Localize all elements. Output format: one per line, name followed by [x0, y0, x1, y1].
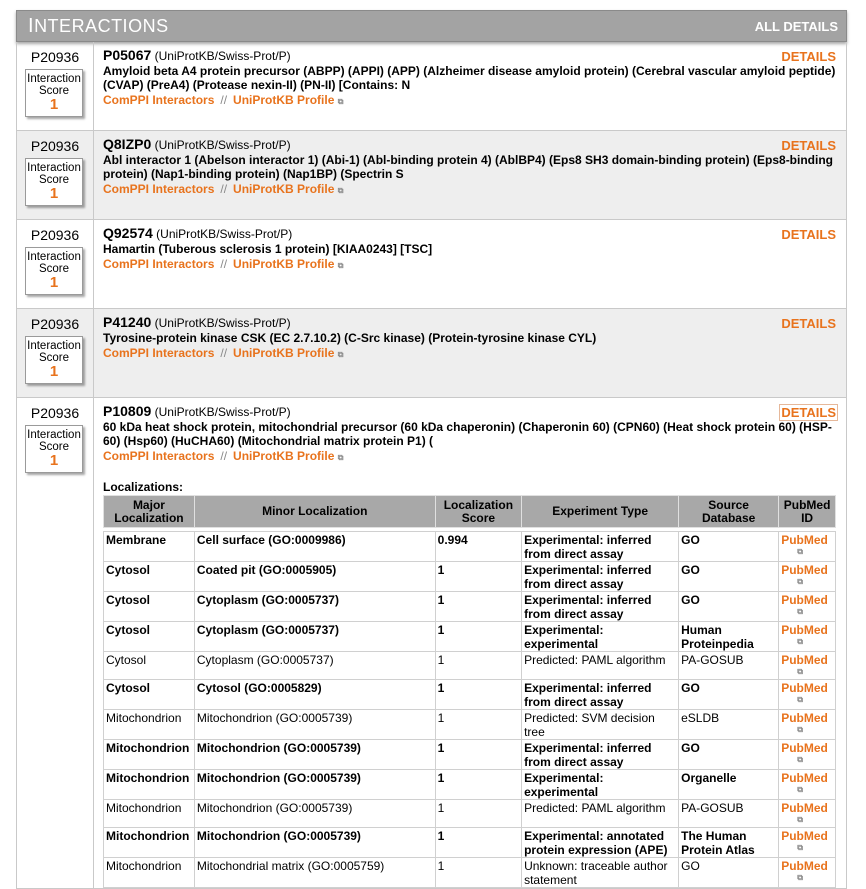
external-link-icon: ⧉ — [797, 843, 803, 852]
cell-pubmed — [779, 652, 836, 680]
pubmed-link[interactable]: PubMed — [781, 859, 828, 873]
cell-minor: Coated pit (GO:0005905) — [194, 562, 435, 592]
cell-database: Human Proteinpedia — [679, 622, 779, 652]
cell-experiment: Experimental: experimental — [522, 770, 679, 800]
protein-database: (UniProtKB/Swiss-Prot/P) — [154, 405, 291, 419]
cell-pubmed — [779, 532, 836, 562]
cell-pubmed — [779, 828, 836, 858]
external-link-icon: ⧉ — [797, 815, 803, 824]
interaction-source-cell — [17, 220, 94, 308]
protein-description: Hamartin (Tuberous sclerosis 1 protein) [KIAA0243] [TSC] — [103, 242, 433, 256]
interaction-detail-cell — [94, 309, 846, 397]
pubmed-link[interactable]: PubMed — [781, 801, 828, 815]
all-details-link[interactable]: ALL DETAILS — [754, 18, 838, 34]
external-link-icon: ⧉ — [797, 667, 803, 676]
cell-database: GO — [679, 858, 779, 888]
table-row — [104, 800, 836, 828]
pubmed-link[interactable]: PubMed — [781, 593, 828, 607]
interaction-detail-cell — [94, 131, 846, 219]
cell-minor: Mitochondrion (GO:0005739) — [194, 740, 435, 770]
cell-major: Mitochondrion — [104, 710, 195, 740]
cell-score: 1 — [435, 562, 521, 592]
pubmed-link[interactable]: PubMed — [781, 711, 828, 725]
interaction-links — [103, 449, 838, 463]
link-separator: // — [220, 93, 228, 107]
source-accession: P20936 — [30, 405, 80, 421]
cell-score: 1 — [435, 652, 521, 680]
pubmed-link[interactable]: PubMed — [781, 829, 828, 843]
cell-experiment: Experimental: annotated protein expression (APE) — [522, 828, 679, 858]
cell-score: 1 — [435, 770, 521, 800]
cell-pubmed — [779, 800, 836, 828]
interaction-score-box — [25, 69, 83, 117]
cell-pubmed — [779, 680, 836, 710]
cell-score: 1 — [435, 622, 521, 652]
interaction-row — [16, 398, 847, 889]
cell-database: eSLDB — [679, 710, 779, 740]
score-label-1: Interaction — [27, 162, 81, 174]
col-major-localization[interactable]: Major Localization — [104, 496, 195, 528]
table-row — [104, 770, 836, 800]
score-label-2: Score — [38, 174, 70, 186]
table-row — [104, 858, 836, 888]
protein-description: Amyloid beta A4 protein precursor (ABPP) (APPI) (APP) (Alzheimer disease amyloid protein) (Cerebral vascular amyloid peptide) (CVAP) (PreA4) (Protease nexin-II) (PN-II) [Contains: N — [103, 64, 836, 92]
interaction-score-box — [25, 336, 83, 384]
interaction-detail-cell — [94, 220, 846, 308]
external-link-icon: ⧉ — [797, 873, 803, 882]
cell-experiment: Experimental: inferred from direct assay — [522, 680, 679, 710]
localizations-table — [103, 495, 836, 888]
uniprot-profile-link[interactable]: UniProtKB Profile — [233, 346, 335, 360]
cell-experiment: Experimental: experimental — [522, 622, 679, 652]
cell-score: 1 — [435, 710, 521, 740]
cell-score: 1 — [435, 680, 521, 710]
pubmed-link[interactable]: PubMed — [781, 771, 828, 785]
cell-experiment: Predicted: PAML algorithm — [522, 652, 679, 680]
cell-pubmed — [779, 710, 836, 740]
cell-major: Mitochondrion — [104, 828, 195, 858]
comppi-interactors-link[interactable]: ComPPI Interactors — [103, 257, 215, 271]
external-link-icon: ⧉ — [797, 547, 803, 556]
cell-pubmed — [779, 740, 836, 770]
protein-description: Abl interactor 1 (Abelson interactor 1) (Abi-1) (Abl-binding protein 4) (AblBP4) (Eps8 SH3 domain-binding protein) (Eps8-binding protein) (Nap1-binding protein) (Nap1BP) (Spectrin S — [103, 153, 834, 181]
protein-accession: Q8IZP0 — [103, 136, 152, 152]
interaction-row — [16, 42, 847, 131]
pubmed-link[interactable]: PubMed — [781, 741, 828, 755]
pubmed-link[interactable]: PubMed — [781, 681, 828, 695]
cell-score: 1 — [435, 828, 521, 858]
details-link[interactable]: DETAILS — [781, 138, 836, 153]
interaction-detail-cell — [94, 42, 846, 130]
col-localization-score[interactable]: Localization Score — [435, 496, 521, 528]
interactions-header — [16, 10, 847, 42]
interaction-row — [16, 131, 847, 220]
cell-experiment: Experimental: inferred from direct assay — [522, 740, 679, 770]
external-link-icon: ⧉ — [797, 637, 803, 646]
cell-pubmed — [779, 858, 836, 888]
protein-accession: P41240 — [103, 314, 152, 330]
cell-major: Cytosol — [104, 680, 195, 710]
cell-database: PA-GOSUB — [679, 652, 779, 680]
external-link-icon: ⧉ — [797, 577, 803, 586]
cell-minor: Cell surface (GO:0009986) — [194, 532, 435, 562]
score-label-1: Interaction — [27, 73, 81, 85]
source-accession: P20936 — [30, 227, 80, 243]
interaction-score-value: 1 — [49, 452, 59, 469]
cell-major: Membrane — [104, 532, 195, 562]
cell-database: GO — [679, 680, 779, 710]
interaction-score-box — [25, 425, 83, 473]
external-link-icon: ⧉ — [797, 607, 803, 616]
col-pubmed-id[interactable]: PubMed ID — [779, 496, 836, 528]
score-label-1: Interaction — [27, 340, 81, 352]
table-row — [104, 652, 836, 680]
cell-major: Cytosol — [104, 622, 195, 652]
protein-accession: Q92574 — [103, 225, 153, 241]
cell-minor: Mitochondrial matrix (GO:0005759) — [194, 858, 435, 888]
external-link-icon: ⧉ — [337, 350, 344, 359]
col-minor-localization[interactable]: Minor Localization — [194, 496, 435, 528]
protein-accession: P05067 — [103, 47, 152, 63]
cell-major: Cytosol — [104, 652, 195, 680]
comppi-interactors-link[interactable]: ComPPI Interactors — [103, 93, 215, 107]
uniprot-profile-link[interactable]: UniProtKB Profile — [233, 449, 335, 463]
interactions-title — [17, 15, 169, 38]
external-link-icon: ⧉ — [797, 785, 803, 794]
protein-database: (UniProtKB/Swiss-Prot/P) — [154, 49, 291, 63]
cell-minor: Cytoplasm (GO:0005737) — [194, 592, 435, 622]
cell-major: Cytosol — [104, 592, 195, 622]
cell-score: 1 — [435, 858, 521, 888]
pubmed-link[interactable]: PubMed — [781, 623, 828, 637]
cell-score: 0.994 — [435, 532, 521, 562]
interaction-source-cell — [17, 398, 94, 888]
external-link-icon: ⧉ — [797, 725, 803, 734]
cell-database: Organelle — [679, 770, 779, 800]
details-link[interactable]: DETAILS — [781, 405, 836, 420]
cell-experiment: Experimental: inferred from direct assay — [522, 532, 679, 562]
source-accession: P20936 — [30, 49, 80, 65]
table-row — [104, 622, 836, 652]
uniprot-profile-link[interactable]: UniProtKB Profile — [233, 93, 335, 107]
comppi-interactors-link[interactable]: ComPPI Interactors — [103, 449, 215, 463]
interaction-detail-cell — [94, 398, 846, 888]
cell-major: Cytosol — [104, 562, 195, 592]
cell-pubmed — [779, 592, 836, 622]
cell-minor: Mitochondrion (GO:0005739) — [194, 800, 435, 828]
external-link-icon: ⧉ — [337, 261, 344, 270]
interaction-links — [103, 182, 838, 196]
link-separator: // — [220, 449, 228, 463]
score-label-2: Score — [38, 85, 70, 97]
pubmed-link[interactable]: PubMed — [781, 653, 828, 667]
cell-experiment: Unknown: traceable author statement — [522, 858, 679, 888]
col-experiment-type[interactable]: Experiment Type — [522, 496, 679, 528]
interaction-links — [103, 93, 838, 107]
cell-experiment: Experimental: inferred from direct assay — [522, 562, 679, 592]
cell-experiment: Predicted: SVM decision tree — [522, 710, 679, 740]
interaction-links — [103, 257, 838, 271]
source-accession: P20936 — [30, 316, 80, 332]
external-link-icon: ⧉ — [337, 186, 344, 195]
cell-major: Mitochondrion — [104, 800, 195, 828]
score-label-2: Score — [38, 441, 70, 453]
interaction-source-cell — [17, 309, 94, 397]
protein-description: 60 kDa heat shock protein, mitochondrial precursor (60 kDa chaperonin) (Chaperonin 60) (CPN60) (Heat shock protein 60) (HSP-60) (Hsp60) (HuCHA60) (Mitochondrial matrix protein P1) ( — [103, 420, 832, 448]
cell-major: Mitochondrion — [104, 740, 195, 770]
table-header-row — [104, 496, 836, 528]
table-row — [104, 532, 836, 562]
cell-database: The Human Protein Atlas — [679, 828, 779, 858]
link-separator: // — [220, 346, 228, 360]
external-link-icon: ⧉ — [797, 695, 803, 704]
details-link[interactable]: DETAILS — [781, 49, 836, 64]
pubmed-link[interactable]: PubMed — [781, 563, 828, 577]
protein-database: (UniProtKB/Swiss-Prot/P) — [154, 316, 291, 330]
table-row — [104, 592, 836, 622]
external-link-icon: ⧉ — [337, 97, 344, 106]
interaction-score-box — [25, 247, 83, 295]
cell-minor: Mitochondrion (GO:0005739) — [194, 828, 435, 858]
pubmed-link[interactable]: PubMed — [781, 533, 828, 547]
cell-experiment: Predicted: PAML algorithm — [522, 800, 679, 828]
table-row — [104, 740, 836, 770]
score-label-1: Interaction — [27, 429, 81, 441]
cell-minor: Cytoplasm (GO:0005737) — [194, 622, 435, 652]
score-label-2: Score — [38, 263, 70, 275]
localizations-title: Localizations: — [103, 480, 184, 494]
interaction-score-box — [25, 158, 83, 206]
cell-database: PA-GOSUB — [679, 800, 779, 828]
score-label-2: Score — [38, 352, 70, 364]
cell-major: Mitochondrion — [104, 858, 195, 888]
cell-minor: Cytoplasm (GO:0005737) — [194, 652, 435, 680]
cell-pubmed — [779, 622, 836, 652]
interaction-score-value: 1 — [49, 274, 59, 291]
source-accession: P20936 — [30, 138, 80, 154]
details-link[interactable]: DETAILS — [781, 227, 836, 242]
interaction-source-cell — [17, 42, 94, 130]
table-row — [104, 680, 836, 710]
link-separator: // — [220, 182, 228, 196]
protein-database: (UniProtKB/Swiss-Prot/P) — [156, 227, 293, 241]
comppi-interactors-link[interactable]: ComPPI Interactors — [103, 346, 215, 360]
interaction-row — [16, 220, 847, 309]
interaction-score-value: 1 — [49, 363, 59, 380]
cell-database: GO — [679, 740, 779, 770]
cell-score: 1 — [435, 800, 521, 828]
cell-major: Mitochondrion — [104, 770, 195, 800]
protein-database: (UniProtKB/Swiss-Prot/P) — [154, 138, 291, 152]
link-separator: // — [220, 257, 228, 271]
table-row — [104, 710, 836, 740]
comppi-interactors-link[interactable]: ComPPI Interactors — [103, 182, 215, 196]
score-label-1: Interaction — [27, 251, 81, 263]
cell-score: 1 — [435, 592, 521, 622]
cell-database: GO — [679, 592, 779, 622]
title-rest: NTERACTIONS — [34, 15, 169, 36]
table-row — [104, 828, 836, 858]
interaction-score-value: 1 — [49, 185, 59, 202]
uniprot-profile-link[interactable]: UniProtKB Profile — [233, 257, 335, 271]
protein-accession: P10809 — [103, 403, 152, 419]
protein-description: Tyrosine-protein kinase CSK (EC 2.7.10.2) (C-Src kinase) (Protein-tyrosine kinase CYL) — [103, 331, 597, 345]
interactions-panel — [16, 10, 847, 889]
cell-minor: Mitochondrion (GO:0005739) — [194, 710, 435, 740]
cell-score: 1 — [435, 740, 521, 770]
cell-database: GO — [679, 532, 779, 562]
cell-database: GO — [679, 562, 779, 592]
cell-minor: Mitochondrion (GO:0005739) — [194, 770, 435, 800]
details-link[interactable]: DETAILS — [781, 316, 836, 331]
uniprot-profile-link[interactable]: UniProtKB Profile — [233, 182, 335, 196]
col-source-database[interactable]: Source Database — [679, 496, 779, 528]
interaction-source-cell — [17, 131, 94, 219]
cell-pubmed — [779, 770, 836, 800]
external-link-icon: ⧉ — [337, 453, 344, 462]
interaction-score-value: 1 — [49, 96, 59, 113]
title-initial: I — [28, 14, 35, 37]
external-link-icon: ⧉ — [797, 755, 803, 764]
cell-experiment: Experimental: inferred from direct assay — [522, 592, 679, 622]
cell-pubmed — [779, 562, 836, 592]
cell-minor: Cytosol (GO:0005829) — [194, 680, 435, 710]
table-row — [104, 562, 836, 592]
interaction-links — [103, 346, 838, 360]
interaction-row — [16, 309, 847, 398]
